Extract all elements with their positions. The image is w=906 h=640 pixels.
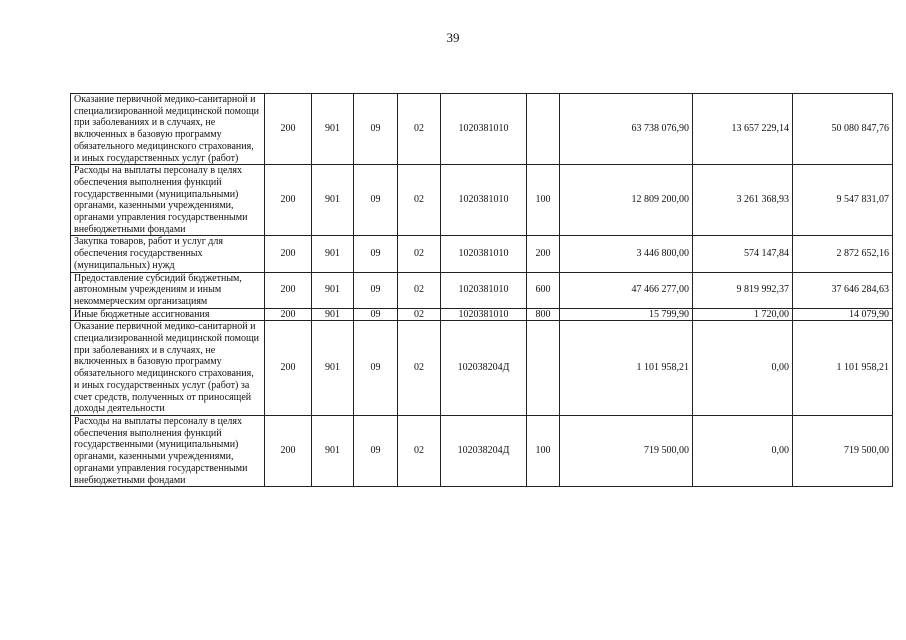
cell-target-code: 102038204Д [441,321,527,416]
cell-col1: 200 [265,415,312,486]
cell-ministry: 901 [312,321,354,416]
cell-amount-planned: 12 809 200,00 [560,165,693,236]
cell-section: 09 [354,272,398,308]
row-name: Закупка товаров, работ и услуг для обеспечения государственных (муниципальных) нужд [71,236,265,272]
cell-amount-remaining: 14 079,90 [793,308,893,321]
cell-amount-executed: 13 657 229,14 [693,94,793,165]
cell-col1: 200 [265,94,312,165]
cell-amount-remaining: 2 872 652,16 [793,236,893,272]
cell-section: 09 [354,236,398,272]
cell-target-code: 1020381010 [441,236,527,272]
cell-expense-type [527,94,560,165]
cell-expense-type: 100 [527,165,560,236]
cell-expense-type: 200 [527,236,560,272]
table-row [71,94,893,165]
cell-expense-type: 600 [527,272,560,308]
cell-col1: 200 [265,308,312,321]
cell-subsection: 02 [398,272,441,308]
row-name: Расходы на выплаты персоналу в целях обеспечения выполнения функций государственными (муниципальными) органами, казенными учреждениями, органами управления государственными внебюджетными фондами [71,165,265,236]
cell-section: 09 [354,321,398,416]
cell-ministry: 901 [312,308,354,321]
row-name: Оказание первичной медико-санитарной и специализированной медицинской помощи при заболеваниях и в случаях, не включенных в базовую программу обязательного медицинского страхования, и иных государственных услуг (работ) за счет средств, полученных от приносящей доходы деятельности [71,321,265,416]
cell-subsection: 02 [398,94,441,165]
cell-subsection: 02 [398,236,441,272]
cell-amount-planned: 3 446 800,00 [560,236,693,272]
table-row [71,308,893,321]
table-row [71,321,893,416]
cell-section: 09 [354,415,398,486]
cell-expense-type: 800 [527,308,560,321]
cell-amount-executed: 0,00 [693,415,793,486]
page-number: 39 [446,30,460,45]
table-row [71,165,893,236]
cell-subsection: 02 [398,321,441,416]
cell-amount-planned: 47 466 277,00 [560,272,693,308]
row-name: Расходы на выплаты персоналу в целях обеспечения выполнения функций государственными (муниципальными) органами, казенными учреждениями, органами управления государственными внебюджетными фондами [71,415,265,486]
cell-col1: 200 [265,236,312,272]
cell-target-code: 1020381010 [441,272,527,308]
cell-amount-planned: 719 500,00 [560,415,693,486]
cell-amount-remaining: 50 080 847,76 [793,94,893,165]
cell-amount-remaining: 719 500,00 [793,415,893,486]
cell-ministry: 901 [312,415,354,486]
table-row [71,272,893,308]
cell-target-code: 1020381010 [441,94,527,165]
cell-col1: 200 [265,165,312,236]
row-name: Оказание первичной медико-санитарной и специализированной медицинской помощи при заболеваниях и в случаях, не включенных в базовую программу обязательного медицинского страхования, и иных государственных услуг (работ) [71,94,265,165]
cell-ministry: 901 [312,94,354,165]
cell-expense-type: 100 [527,415,560,486]
cell-col1: 200 [265,321,312,416]
cell-section: 09 [354,308,398,321]
cell-target-code: 1020381010 [441,165,527,236]
cell-ministry: 901 [312,272,354,308]
cell-expense-type [527,321,560,416]
cell-amount-executed: 0,00 [693,321,793,416]
cell-amount-executed: 9 819 992,37 [693,272,793,308]
cell-amount-executed: 574 147,84 [693,236,793,272]
table-row [71,236,893,272]
cell-amount-executed: 3 261 368,93 [693,165,793,236]
cell-target-code: 102038204Д [441,415,527,486]
cell-subsection: 02 [398,415,441,486]
row-name: Иные бюджетные ассигнования [71,308,265,321]
cell-col1: 200 [265,272,312,308]
cell-ministry: 901 [312,236,354,272]
cell-section: 09 [354,94,398,165]
budget-table [70,93,893,487]
cell-amount-executed: 1 720,00 [693,308,793,321]
cell-amount-planned: 1 101 958,21 [560,321,693,416]
cell-target-code: 1020381010 [441,308,527,321]
cell-amount-planned: 15 799,90 [560,308,693,321]
cell-section: 09 [354,165,398,236]
table-row [71,415,893,486]
cell-amount-remaining: 1 101 958,21 [793,321,893,416]
cell-amount-planned: 63 738 076,90 [560,94,693,165]
cell-subsection: 02 [398,165,441,236]
cell-ministry: 901 [312,165,354,236]
cell-subsection: 02 [398,308,441,321]
cell-amount-remaining: 9 547 831,07 [793,165,893,236]
cell-amount-remaining: 37 646 284,63 [793,272,893,308]
row-name: Предоставление субсидий бюджетным, автономным учреждениям и иным некоммерческим организациям [71,272,265,308]
